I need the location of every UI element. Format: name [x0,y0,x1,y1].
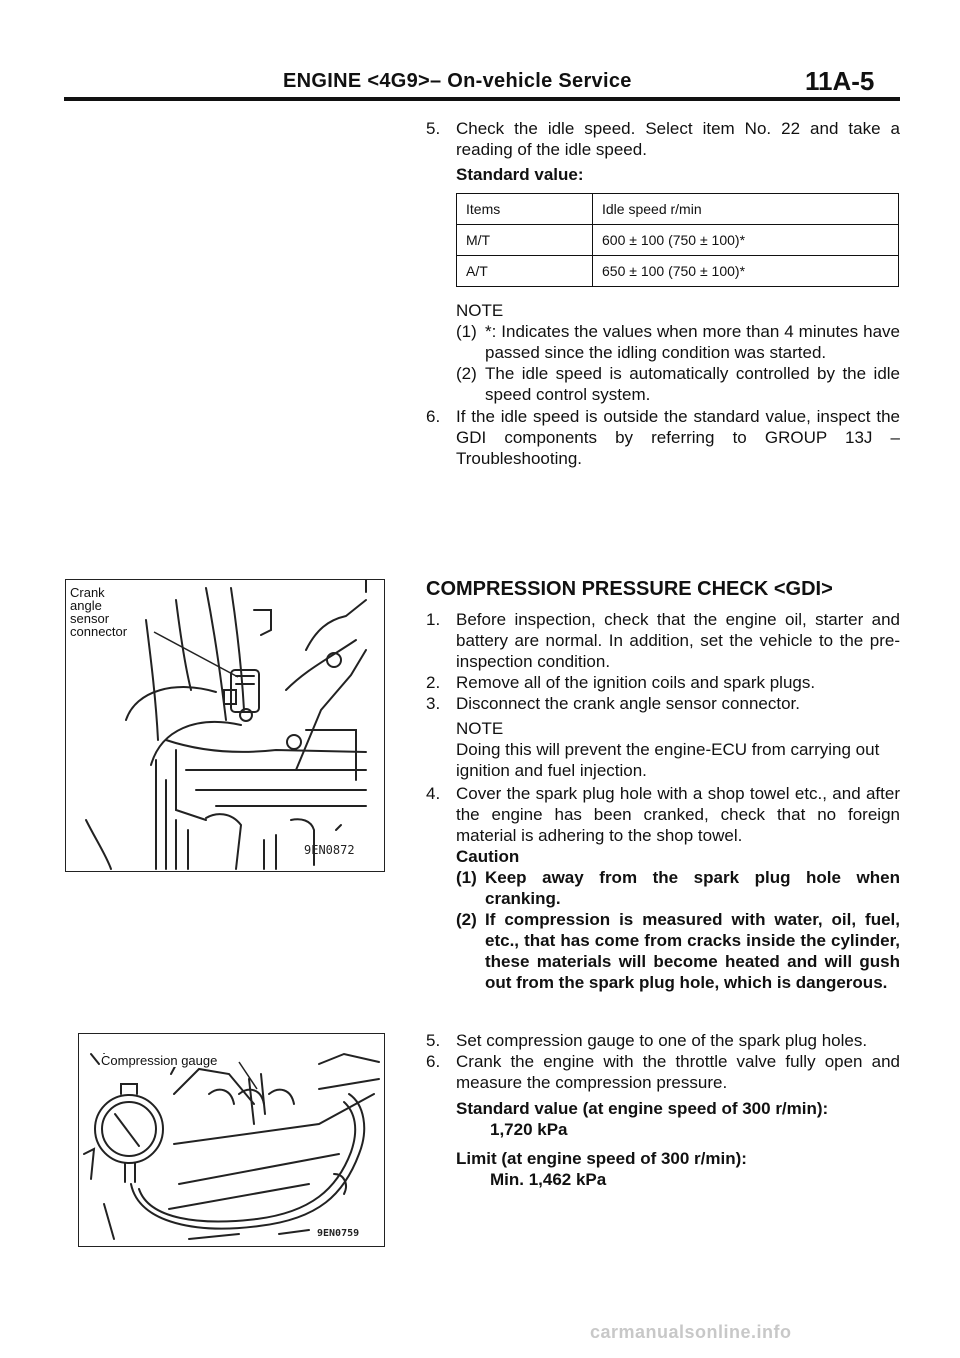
comp-step-4-number: 4. [426,784,441,803]
caution-2-number: (2) [456,910,477,929]
caution-2-text: If compression is measured with water, oil, fuel, etc., that has come from cracks inside the cylinder, these materials will become heated and will gush out from the spark plug hole, which is dangerous. [485,910,900,992]
table-header-cell: Items [457,194,593,225]
comp-step-2-text: Remove all of the ignition coils and spark plugs. [456,673,816,692]
compression-gauge-figure [78,1033,385,1247]
table-cell: A/T [457,256,593,287]
table-cell: M/T [457,225,593,256]
standard-value-heading: Standard value (at engine speed of 300 r/min): [456,1099,829,1118]
step-6-number: 6. [426,407,441,426]
crank-angle-sensor-figure [65,579,385,872]
comp-step-4-text: Cover the spark plug hole with a shop towel etc., and after the engine has been cranked, check that no foreign material is adhering to the shop towel. [456,784,900,845]
section-title: COMPRESSION PRESSURE CHECK <GDI> [426,578,833,600]
figure-code: 9EN0872 [304,843,355,857]
compression-gauge-label: Compression gauge [101,1053,218,1068]
step-6-text: If the idle speed is outside the standard value, inspect the GDI components by referring to GROUP 13J – Troubleshooting. [456,407,900,468]
table-header-cell: Idle speed r/min [593,194,899,225]
comp-step-3-number: 3. [426,694,441,713]
comp-step-1-number: 1. [426,610,441,629]
standard-value: 1,720 kPa [490,1120,568,1139]
note-1-text: *: Indicates the values when more than 4 minutes have passed since the idling condition was started. [485,322,900,362]
comp-step-6-text: Crank the engine with the throttle valve fully open and measure the compression pressure. [456,1052,900,1092]
page-number: 11A-5 [805,66,875,96]
page-header-title: ENGINE <4G9>– On-vehicle Service [283,70,632,92]
limit-heading: Limit (at engine speed of 300 r/min): [456,1149,747,1168]
note-2-number: (2) [456,364,477,383]
header-rule [64,97,900,101]
note-2-text: The idle speed is automatically controlled by the idle speed control system. [485,364,900,404]
idle-speed-table [456,193,899,287]
caution-label: Caution [456,847,520,866]
table-cell: 600 ± 100 (750 ± 100)* [593,225,899,256]
comp-note-text: Doing this will prevent the engine-ECU from carrying out ignition and fuel injection. [456,740,880,780]
comp-step-3-text: Disconnect the crank angle sensor connector. [456,694,800,713]
caution-1-text: Keep away from the spark plug hole when cranking. [485,868,900,908]
step-5-number: 5. [426,119,441,138]
comp-note-label: NOTE [456,719,504,738]
step-5-text: Check the idle speed. Select item No. 22 and take a reading of the idle speed. [456,119,900,159]
caution-1-number: (1) [456,868,477,887]
watermark: carmanualsonline.info [590,1322,792,1342]
comp-step-6-number: 6. [426,1052,441,1071]
comp-step-2-number: 2. [426,673,441,692]
crank-angle-sensor-label: Crank angle sensor connector [70,585,128,639]
table-cell: 650 ± 100 (750 ± 100)* [593,256,899,287]
standard-value-label: Standard value: [456,165,584,184]
comp-step-5-text: Set compression gauge to one of the spark plug holes. [456,1031,868,1050]
limit-value: Min. 1,462 kPa [490,1170,607,1189]
comp-step-5-number: 5. [426,1031,441,1050]
table-header-row [457,194,899,225]
figure-code: 9EN0759 [317,1228,360,1239]
comp-step-1-text: Before inspection, check that the engine oil, starter and battery are normal. In addition, set the vehicle to the pre-inspection condition. [456,610,900,671]
note-label: NOTE [456,301,504,320]
table-row [457,256,899,287]
table-row [457,225,899,256]
note-1-number: (1) [456,322,477,341]
